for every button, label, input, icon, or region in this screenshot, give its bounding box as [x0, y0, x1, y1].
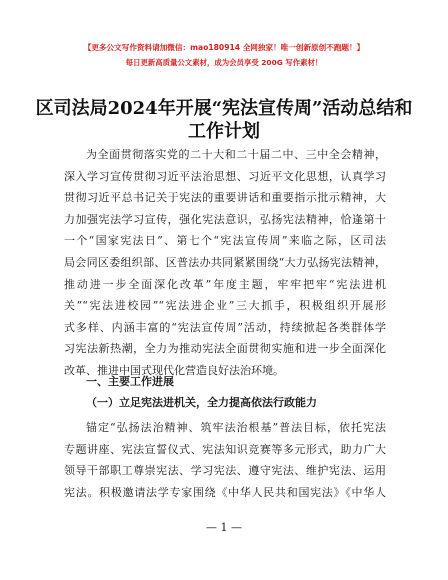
paragraph-line: 力加强宪法学习宣传，强化宪法意识，弘扬宪法精神，恰逢第十 [64, 212, 386, 226]
paragraph-line: 改革、推进中国式现代化营造良好法治环境。 [64, 363, 284, 377]
paragraph-line: 推动进一步全面深化改革”年度主题，牢牢把牢“宪法进机 [64, 277, 386, 291]
paragraph-line: 锚定“弘扬法治精神、筑牢法治根基”普法目标，依托宪法 [86, 421, 386, 434]
document-title-line-1: 区司法局2024年开展“宪法宣传周”活动总结和 [35, 98, 413, 119]
paragraph-line: 领导干部职工尊崇宪法、学习宪法、遵守宪法、维护宪法、运用 [64, 464, 386, 478]
promo-banner-line-1: 【更多公文写作资料请加微信：mao180914 全网独家！唯一创新原创不跑题！】 [83, 43, 365, 52]
paragraph-line: 式多样、内涵丰富的“宪法宣传周”活动，持续掀起各类群体学 [64, 320, 386, 334]
paragraph-line: 一个“国家宪法日”、第七个“宪法宣传周”来临之际，区司法 [64, 234, 386, 248]
page-number: — 1 — [206, 521, 242, 534]
promo-banner-line-2: 每日更新高质量公文素材，成为会员享受 200G 写作素材！ [125, 58, 323, 67]
document-title-line-2: 工作计划 [188, 121, 260, 142]
subsection-paragraph [64, 417, 386, 503]
paragraph-line: 宪法。积极邀请法学专家围绕《中华人民共和国宪法》《中华人 [64, 485, 386, 499]
paragraph-line: 局会同区委组织部、区普法办共同紧紧围绕“大力弘扬宪法精神， [64, 255, 386, 269]
subsection-heading: （一）立足宪法进机关，全力提高依法行政能力 [86, 396, 317, 409]
paragraph-line: 习宪法新热潮，全力为推动宪法全面贯彻实施和进一步全面深化 [64, 342, 386, 356]
paragraph-line: 专题讲座、宪法宣誓仪式、宪法知识竞赛等多元形式，助力广大 [64, 442, 386, 456]
paragraph-line: 为全面贯彻落实党的二十大和二十届二中、三中全会精神， [86, 148, 386, 161]
paragraph-line: 贯彻习近平总书记关于宪法的重要讲话和重要指示批示精神，大 [64, 191, 386, 205]
intro-paragraph [64, 144, 386, 382]
paragraph-line: 深入学习宣传贯彻习近平法治思想、习近平文化思想，认真学习 [64, 169, 386, 183]
paragraph-line: 关”“宪法进校园”“宪法进企业”三大抓手，积极组织开展形 [64, 299, 386, 313]
section-heading: 一、主要工作进展 [86, 375, 174, 388]
